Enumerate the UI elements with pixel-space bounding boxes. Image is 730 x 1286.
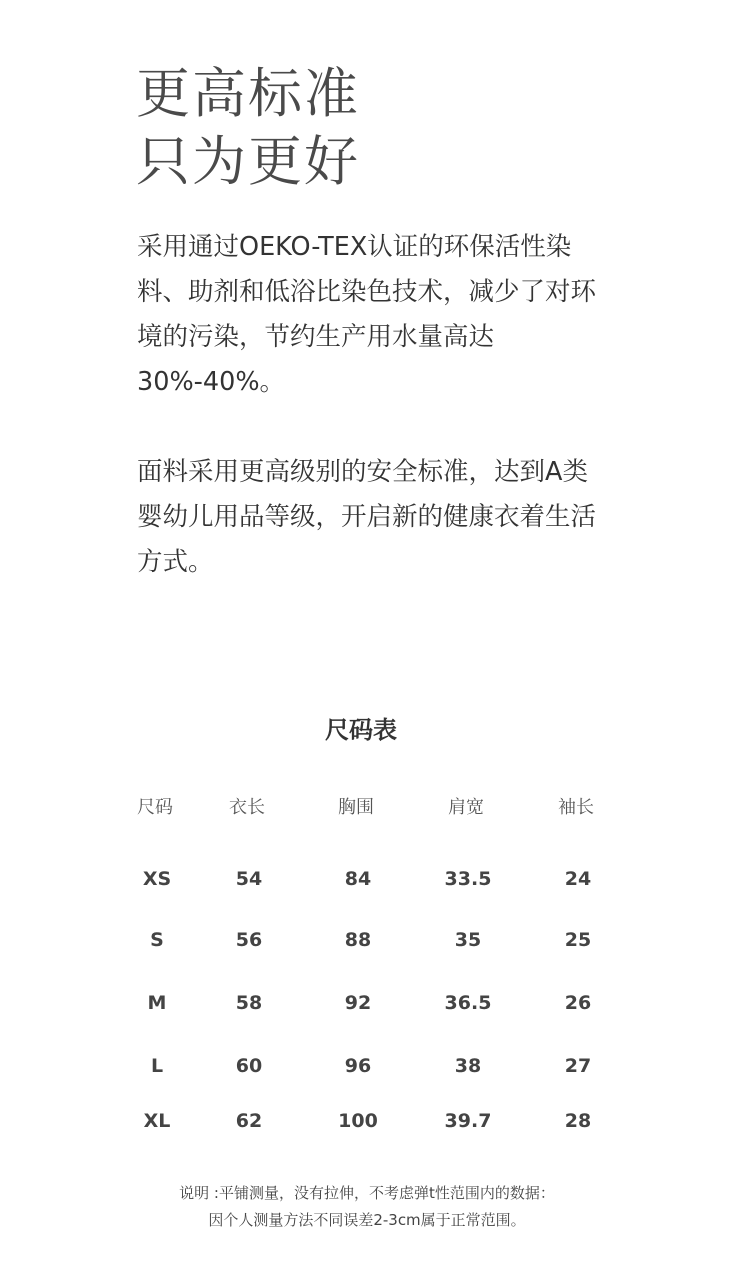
header-shoulder: 肩宽 [448,797,484,818]
note-line-2: 因个人测量方法不同误差2-3cm属于正常范围。 [208,1211,526,1229]
measurement-cell: 39.7 [444,1110,492,1132]
safety-standard-paragraph: 面料采用更高级别的安全标准，达到A类婴幼儿用品等级，开启新的健康衣着生活方式。 [137,457,597,577]
header-chest: 胸围 [338,797,374,818]
measurement-cell: 96 [344,1055,372,1077]
measurement-cell: 88 [344,929,372,951]
measurement-cell: 26 [564,992,592,1014]
size-label-cell: XS [142,868,172,890]
measurement-cell: 38 [454,1055,482,1077]
measurement-cell: 100 [338,1110,378,1132]
size-label-cell: S [150,929,164,951]
measurement-cell: 24 [564,868,592,890]
size-label-cell: M [147,992,167,1014]
measurement-cell: 58 [235,992,263,1014]
measurement-cell: 35 [454,929,482,951]
size-label-cell: XL [143,1110,171,1132]
measurement-cell: 36.5 [444,992,492,1014]
measurement-cell: 92 [344,992,372,1014]
measurement-cell: 60 [235,1055,263,1077]
header-sleeve: 袖长 [558,797,594,818]
header-length: 衣长 [229,797,265,818]
measurement-cell: 33.5 [444,868,492,890]
note-line-1: 说明 :平铺测量，没有拉伸，不考虑弹t性范围内的数据： [179,1184,555,1202]
header-size: 尺码 [137,797,173,818]
measurement-cell: 62 [235,1110,263,1132]
size-table-title: 尺码表 [325,716,397,744]
measurement-cell: 28 [564,1110,592,1132]
eco-dye-paragraph: 采用通过OEKO-TEX认证的环保活性染料、助剂和低浴比染色技术，减少了对环境的污染，节约生产用水量高达30%-40%。 [137,232,597,397]
measurement-cell: 25 [564,929,592,951]
measurement-cell: 27 [564,1055,592,1077]
measurement-cell: 56 [235,929,263,951]
size-label-cell: L [150,1055,164,1077]
measurement-cell: 84 [344,868,372,890]
headline-line-1: 更高标准 [136,62,360,125]
headline-line-2: 只为更好 [136,130,360,193]
measurement-cell: 54 [235,868,263,890]
